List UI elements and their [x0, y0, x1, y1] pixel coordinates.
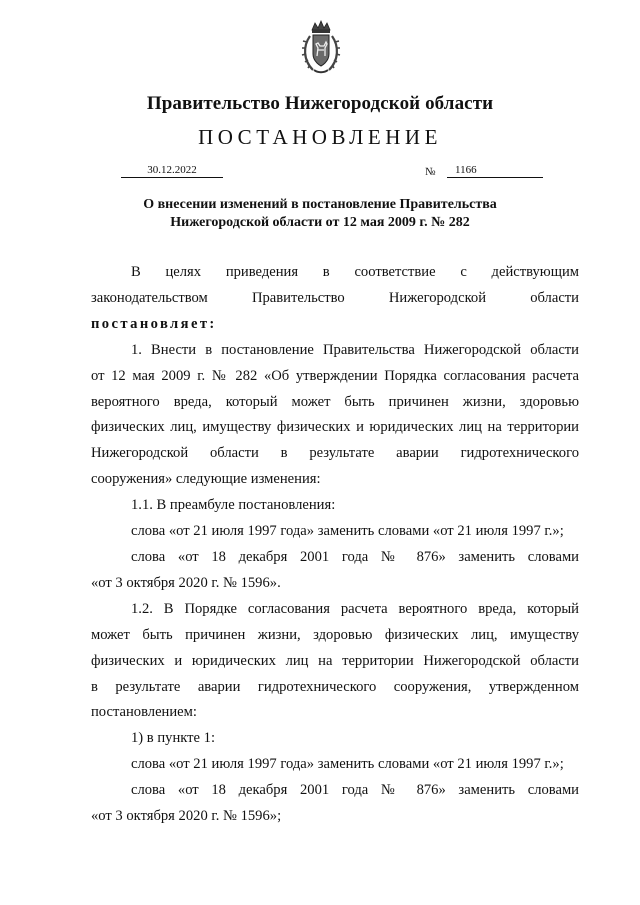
item-1-1-change-b-line: слова «от 18 декабря 2001 года № 876» заменить словами [131, 548, 579, 565]
decree-word [91, 312, 579, 338]
document-type: ПОСТАНОВЛЕНИЕ [198, 125, 442, 149]
item-1-line: от 12 мая 2009 г. № 282 «Об утверждении Порядка согласования расчета [91, 367, 579, 384]
intro-paragraph-line: законодательством Правительство Нижегородской области [91, 289, 579, 306]
item-1-1-heading: 1.1. В преамбуле постановления: [131, 497, 336, 514]
document-title [100, 196, 540, 232]
item-1-line: 1. Внести в постановление Правительства Нижегородской области [131, 341, 579, 358]
document-date: 30.12.2022 [121, 163, 223, 178]
item-1-line: Нижегородской области в результате аварии гидротехнического [91, 445, 579, 462]
organization-name: Правительство Нижегородской области [146, 93, 494, 114]
item-1-1-change-b-line: «от 3 октября 2020 г. № 1596». [91, 574, 281, 591]
subitem-1-change-a: слова «от 21 июля 1997 года» заменить словами «от 21 июля 1997 г.»; [131, 756, 564, 773]
item-1-2-line: постановлением: [91, 704, 197, 721]
subitem-1-change-b-line: слова «от 18 декабря 2001 года № 876» заменить словами [131, 782, 579, 799]
item-1-line: вероятного вреда, который может быть причинен жизни, здоровью [91, 393, 579, 410]
document-body [91, 260, 579, 830]
item-1-2-line: физических и юридических лиц на территории Нижегородской области [91, 652, 579, 669]
title-line: Нижегородской области от 12 мая 2009 г. № 282 [170, 215, 470, 230]
intro-paragraph-line: В целях приведения в соответствие с действующим [131, 264, 579, 280]
item-1-2-line: в результате аварии гидротехнического сооружения, утвержденном [91, 678, 579, 695]
decree-word-text: постановляет: [91, 315, 217, 332]
document-number: 1166 [447, 163, 543, 178]
item-1-1-change-a: слова «от 21 июля 1997 года» заменить словами «от 21 июля 1997 г.»; [131, 523, 564, 540]
subitem-1-heading: 1) в пункте 1: [131, 730, 216, 747]
item-1-line: сооружения» следующие изменения: [91, 471, 321, 488]
item-1-2-line: может быть причинен жизни, здоровью физических лиц, имуществу [91, 626, 579, 643]
title-line: О внесении изменений в постановление Правительства [143, 197, 497, 212]
coat-of-arms-emblem [301, 20, 341, 76]
item-1-2-line: 1.2. В Порядке согласования расчета вероятного вреда, который [131, 600, 579, 617]
document-number-label: № [425, 166, 436, 178]
item-1-line: физических лиц, имуществу физических и юридических лиц на территории [91, 419, 579, 436]
subitem-1-change-b-line: «от 3 октября 2020 г. № 1596»; [91, 808, 282, 825]
